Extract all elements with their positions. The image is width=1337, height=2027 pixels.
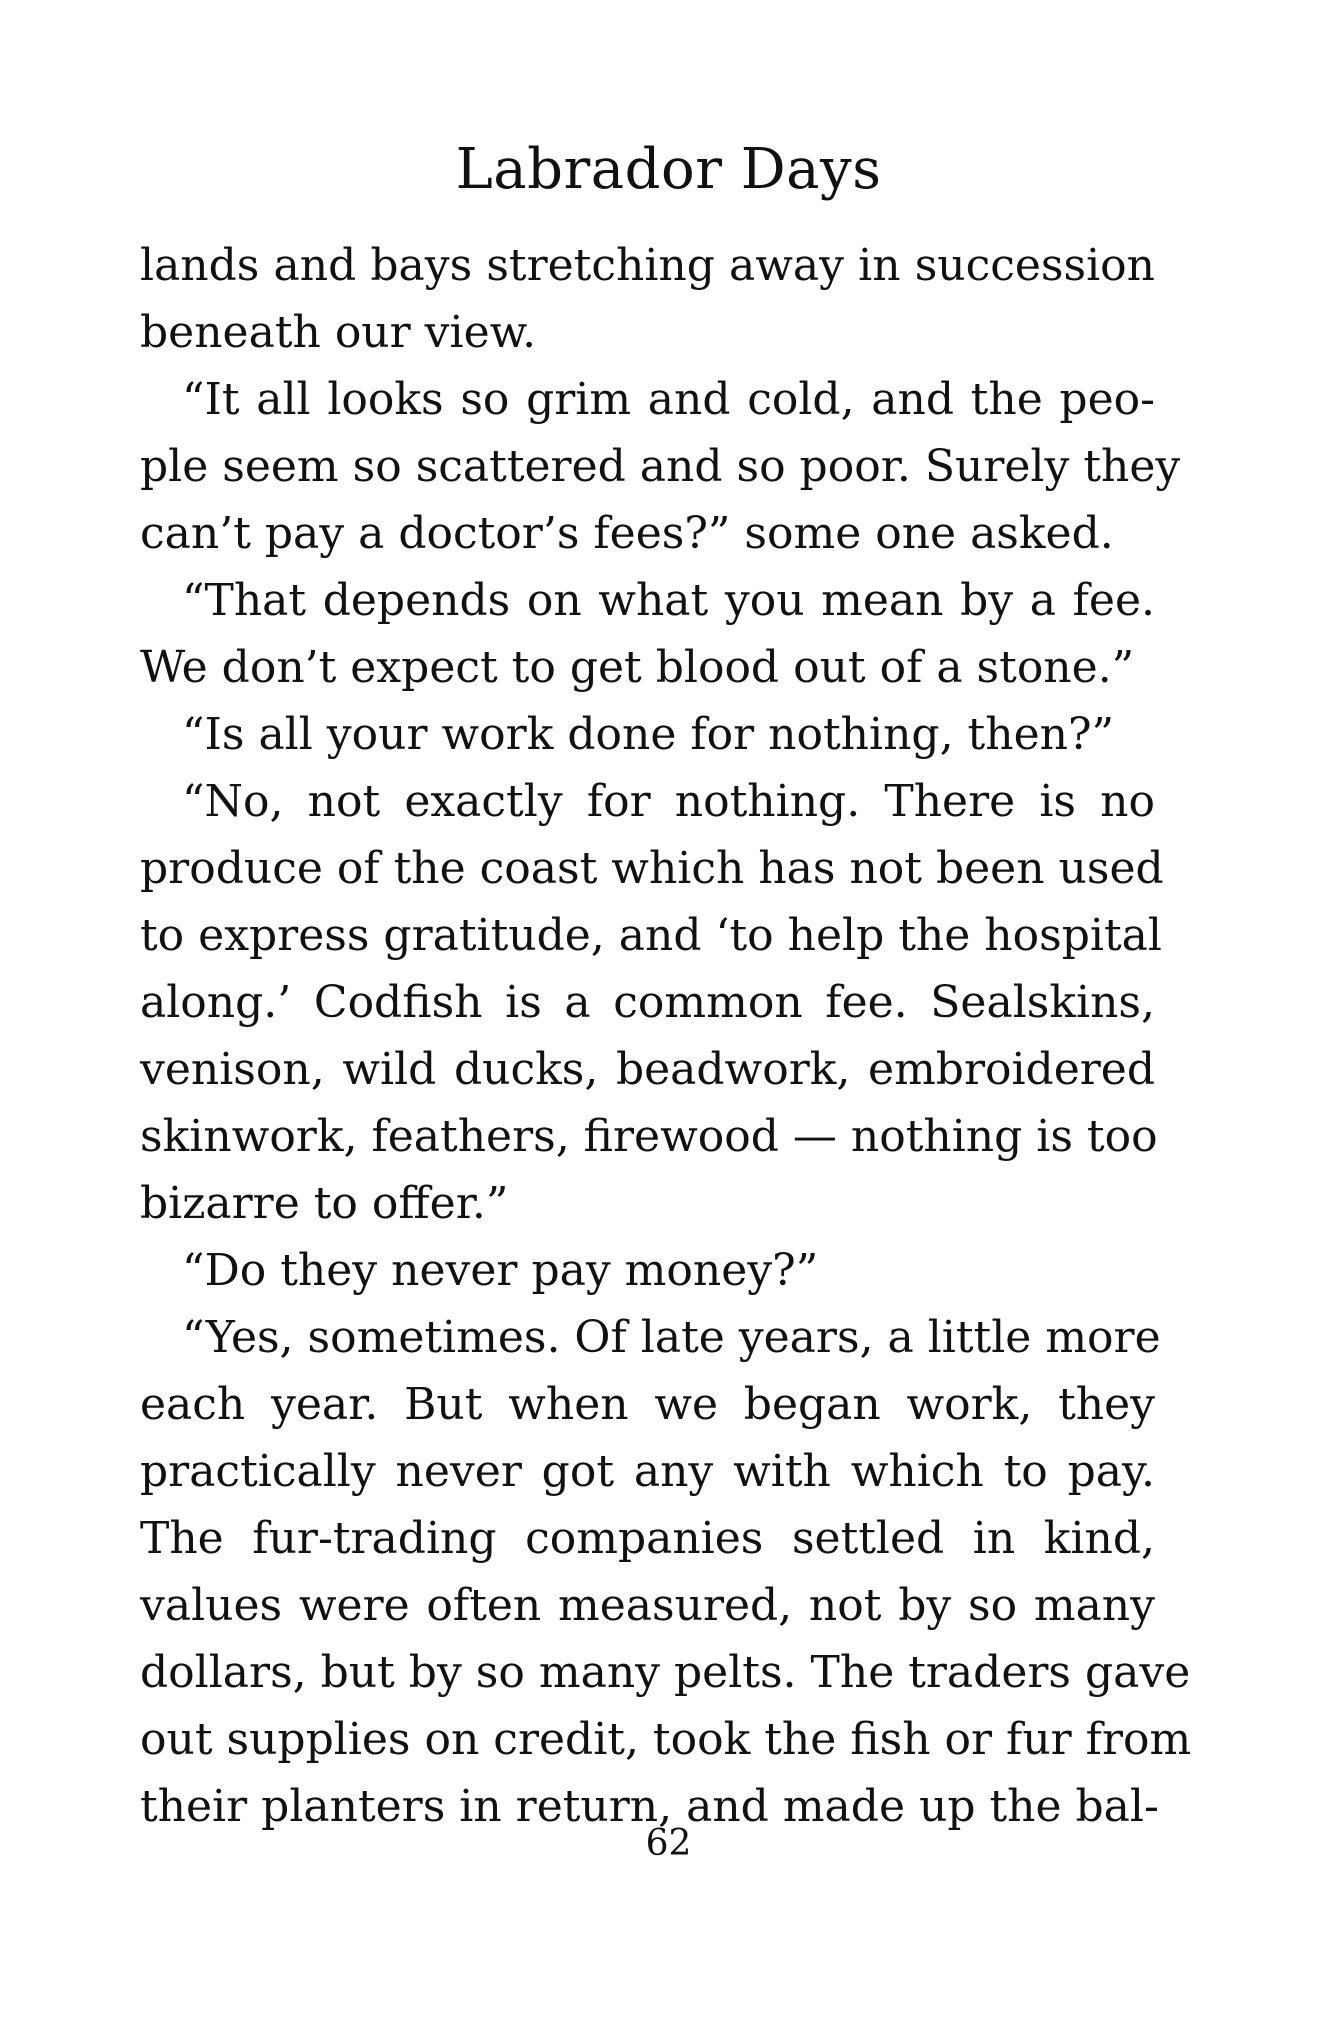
text-line: their planters in return, and made up the bal-: [140, 1781, 1159, 1832]
text-line: each year. But when we began work, they: [140, 1379, 1155, 1430]
text-line: venison, wild ducks, beadwork, embroidered: [140, 1044, 1155, 1095]
text-line: produce of the coast which has not been used: [140, 843, 1164, 894]
text-line: skinwork, feathers, firewood — nothing is too: [140, 1111, 1158, 1162]
text-line: beneath our view.: [140, 307, 537, 358]
text-line: to express gratitude, and ‘to help the hospital: [140, 910, 1162, 961]
text-line: “It all looks so grim and cold, and the peo-: [182, 374, 1155, 425]
text-line: “Yes, sometimes. Of late years, a little more: [182, 1312, 1161, 1363]
running-head: Labrador Days: [455, 137, 882, 202]
page-number: 62: [645, 1823, 692, 1864]
text-line: bizarre to offer.”: [140, 1178, 509, 1229]
text-line: “That depends on what you mean by a fee.: [182, 575, 1155, 626]
text-line: “No, not exactly for nothing. There is no: [182, 776, 1155, 827]
text-line: along.’ Codfish is a common fee. Sealskins,: [140, 977, 1155, 1028]
text-line: The fur-trading companies settled in kind,: [140, 1513, 1155, 1564]
body-text: [140, 232, 1192, 1840]
text-line: out supplies on credit, took the fish or fur from: [140, 1714, 1192, 1765]
text-line: lands and bays stretching away in succession: [140, 240, 1155, 291]
text-line: “Do they never pay money?”: [182, 1245, 819, 1296]
text-line: dollars, but by so many pelts. The traders gave: [140, 1647, 1191, 1698]
text-line: ple seem so scattered and so poor. Surely they: [140, 441, 1181, 492]
text-line: practically never got any with which to pay.: [140, 1446, 1155, 1497]
text-line: We don’t expect to get blood out of a stone.”: [140, 642, 1135, 693]
text-line: can’t pay a doctor’s fees?” some one asked.: [140, 508, 1114, 559]
text-line: “Is all your work done for nothing, then?”: [182, 709, 1115, 760]
text-line: values were often measured, not by so many: [140, 1580, 1155, 1631]
